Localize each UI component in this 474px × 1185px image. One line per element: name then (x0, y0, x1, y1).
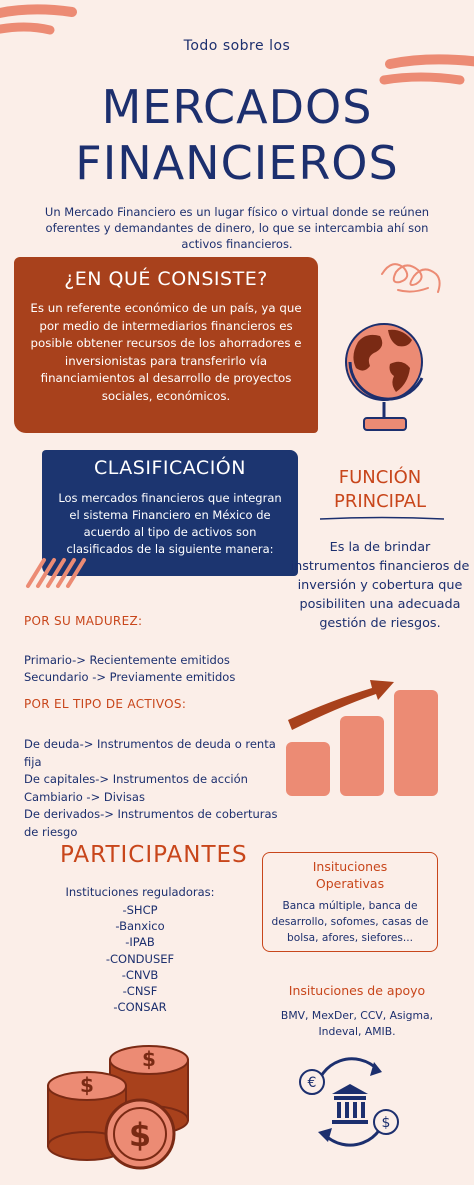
intro-paragraph: Un Mercado Financiero es un lugar físico o virtual donde se reúnen oferentes y demandantes de dinero, lo que se intercambia ahí son activos financieros. (44, 205, 430, 251)
page-title-line1: MERCADOS (101, 80, 373, 134)
operativas-title-line1: Insituciones (312, 859, 388, 874)
consiste-text: Es un referente económico de un país, ya que por medio de intermediarios financieros es posible obtener recursos de los ahorradores e inversionistas para transferirlo vía financiamientos al desarrollo de proyectos sociales, económicos. (30, 301, 302, 403)
coins-stack-icon (40, 1030, 220, 1180)
funcion-title-line1: FUNCIÓN (338, 467, 422, 488)
clasificacion-title: CLASIFICACIÓN (94, 457, 246, 479)
euro-symbol: € (307, 1075, 317, 1091)
coin-symbol: $ (142, 1047, 156, 1071)
squiggle-icon (378, 254, 448, 304)
clasificacion-text: Los mercados financieros que integran el sistema Financiero en México de acuerdo al tipo de activos son clasificados de la siguiente manera: (58, 491, 282, 556)
funcion-text: Es la de brindar instrumentos financieros de inversión y cobertura que posibiliten una adecuada gestión de riesgos. (290, 540, 470, 631)
page-title-line2: FINANCIEROS (75, 136, 399, 190)
funcion-title-line2: PRINCIPAL (333, 491, 427, 512)
funcion-title (300, 466, 460, 514)
reguladoras-title: Instituciones reguladoras: (65, 885, 215, 899)
growth-bars-icon (282, 660, 462, 800)
list-item: -SHCP (122, 903, 158, 917)
list-item: -CONDUSEF (105, 951, 175, 966)
bank-exchange-icon (296, 1052, 406, 1152)
eyebrow-text: Todo sobre los (183, 38, 291, 54)
apoyo-title: Insituciones de apoyo (288, 983, 426, 998)
list-item: -CNVB (121, 967, 159, 982)
list-item: Cambiario -> Divisas (24, 789, 145, 804)
list-item: De derivados-> Instrumentos de coberturas de riesgo (24, 807, 278, 839)
list-item: -CONSAR (113, 1000, 167, 1015)
coin-symbol: $ (381, 1115, 391, 1131)
operativas-title (262, 858, 438, 892)
list-item: De deuda-> Instrumentos de deuda o renta fija (24, 737, 276, 769)
coin-symbol: $ (128, 1116, 152, 1154)
consiste-title: ¿EN QUÉ CONSISTE? (64, 268, 268, 290)
list-item: -Banxico (115, 919, 165, 934)
participantes-title: PARTICIPANTES (60, 842, 248, 868)
title-underline-icon (318, 515, 448, 523)
operativas-title-line2: Operativas (315, 876, 385, 891)
reguladoras-list (40, 902, 240, 1015)
apoyo-text: BMV, MexDer, CCV, Asigma, Indeval, AMIB. (280, 1009, 434, 1038)
list-item: Primario-> Recientemente emitidos (24, 653, 230, 667)
operativas-text: Banca múltiple, banca de desarrollo, sofomes, casas de bolsa, afores, siefores... (271, 900, 429, 944)
activos-label: POR EL TIPO DE ACTIVOS: (24, 697, 187, 711)
hatch-strokes-icon (24, 552, 94, 592)
activos-list (24, 736, 284, 841)
list-item: Secundario -> Previamente emitidos (24, 670, 236, 684)
coin-symbol: $ (80, 1073, 94, 1097)
list-item: De capitales-> Instrumentos de acción (24, 772, 248, 786)
globe-icon (336, 312, 436, 438)
list-item: -IPAB (125, 935, 155, 950)
list-item: -CNSF (122, 984, 158, 999)
madurez-label: POR SU MADUREZ: (24, 614, 143, 628)
madurez-list (24, 652, 235, 686)
